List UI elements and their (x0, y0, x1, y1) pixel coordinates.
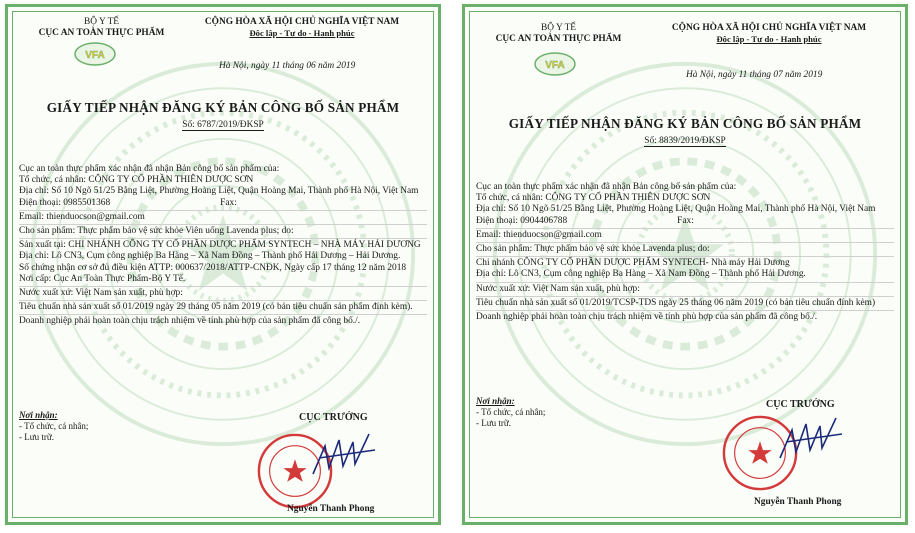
national-header (644, 23, 894, 45)
issuing-agency (476, 23, 641, 45)
recipient-item: - Lưu trữ. (19, 432, 54, 443)
product-line: Cho sản phẩm: Thực phẩm bảo vệ sức khỏe Lavenda plus; do: (476, 244, 710, 255)
intro-text: Cục an toàn thực phẩm xác nhận đã nhận Bản công bố sản phẩm của: (19, 164, 280, 174)
vfa-logo (534, 52, 576, 76)
recipient-item: - Tổ chức, cá nhân; (476, 407, 546, 418)
ministry-name: BỘ Y TẾ (540, 23, 577, 33)
agency-name: CỤC AN TOÀN THỰC PHẨM (38, 28, 165, 39)
phone-fax-line (19, 198, 427, 209)
signer-name: Nguyễn Thanh Phong (754, 497, 842, 507)
signature-mark (776, 412, 846, 466)
origin-line: Nước xuất xứ: Việt Nam sản xuất, phù hợp: (476, 283, 640, 294)
recipient-item: - Tổ chức, cá nhân; (19, 421, 89, 432)
document-number-text: Số: 6787/2019/ĐKSP (182, 120, 264, 130)
phone-fax-line (476, 216, 894, 227)
logo-text: VFA (545, 60, 565, 71)
organization-line: Tổ chức, cá nhân: CÔNG TY CỔ PHẦN THIÊN DƯỢC SƠN (476, 193, 711, 204)
fax-text: Fax: (677, 215, 694, 226)
vfa-logo (74, 42, 116, 66)
address-line: Địa chỉ: Số 10 Ngõ 51/25 Bằng Liệt, Phường Hoàng Liệt, Quận Hoàng Mai, Thành phố Hà Nội, Việt Nam (19, 186, 419, 197)
standard-line: Tiêu chuẩn nhà sản xuất số 01/2019 ngày 29 tháng 05 năm 2019 (có bản tiêu chuẩn sản phẩm đính kèm). (19, 302, 413, 313)
divider (19, 286, 427, 287)
signer-name: Nguyễn Thanh Phong (287, 504, 375, 514)
divider (476, 282, 894, 283)
director-title: CỤC TRƯỞNG (766, 399, 835, 410)
phone-text: Điện thoại: 0904406788 (476, 215, 568, 226)
document-title: GIẤY TIẾP NHẬN ĐĂNG KÝ BẢN CÔNG BỐ SẢN PHẨM (46, 100, 400, 115)
divider (476, 242, 894, 243)
document-number (19, 120, 427, 131)
manufacturer-address-line: Địa chỉ: Lô CN3, Cụm công nghiệp Ba Hàng – Xã Nam Đồng – Thành phố Hải Dương – Hải Dương. (19, 251, 401, 262)
fax-text: Fax: (220, 197, 237, 208)
intro-text: Cục an toàn thực phẩm xác nhận đã nhận Bản công bố sản phẩm của: (476, 182, 737, 192)
recipients-block (476, 396, 545, 430)
document-number-text: Số: 8839/2019/ĐKSP (644, 136, 726, 146)
email-line: Email: thienduocson@gmail.com (19, 211, 145, 222)
document-body (19, 164, 427, 328)
address-line: Địa chỉ: Số 10 Ngõ 51/25 Bằng Liệt, Phường Hoàng Liệt, Quận Hoàng Mai, Thành phố Hà Nội, Việt Nam (476, 204, 876, 215)
manufacturer-address-line: Địa chỉ: Lô CN3, Cụm công nghiệp Ba Hàng – Xã Nam Đồng – Thành phố Hải Dương. (476, 269, 806, 280)
responsibility-line: Doanh nghiệp phải hoàn toàn chịu trách nhiệm về tính phù hợp của sản phẩm đã công bố./. (19, 316, 361, 327)
phone-text: Điện thoại: 0985501368 (19, 197, 111, 208)
recipients-block (19, 410, 88, 444)
ministry-name: BỘ Y TẾ (83, 17, 120, 27)
divider (476, 310, 894, 311)
recipients-heading: Nơi nhận: (476, 396, 515, 406)
signature-mark (309, 428, 379, 482)
certificate-line: Số chứng nhận cơ sở đủ điều kiện ATTP: 000637/2018/ATTP-CNĐK, Ngày cấp 17 tháng 12 năm 2018 (19, 262, 407, 273)
product-line: Cho sản phẩm: Thực phẩm bảo vệ sức khỏe Viên uống Lavenda plus; do: (19, 226, 294, 237)
responsibility-line: Doanh nghiệp phải hoàn toàn chịu trách nhiệm về tính phù hợp của sản phẩm đã công bố./. (476, 312, 818, 323)
divider (19, 210, 427, 211)
republic-name: CỘNG HÒA XÃ HỘI CHỦ NGHĨA VIỆT NAM (204, 17, 400, 27)
national-header (177, 17, 427, 39)
supplier-line: Nơi cấp: Cục An Toàn Thực Phẩm-Bộ Y Tế. (19, 273, 186, 284)
document-number (476, 136, 894, 147)
logo-text: VFA (85, 50, 105, 61)
divider (476, 296, 894, 297)
document-title: GIẤY TIẾP NHẬN ĐĂNG KÝ BẢN CÔNG BỐ SẢN PHẨM (508, 116, 862, 131)
certificate-document-1 (3, 2, 443, 527)
agency-name: CỤC AN TOÀN THỰC PHẨM (495, 34, 622, 45)
director-title: CỤC TRƯỞNG (299, 412, 368, 423)
national-motto: Độc lập - Tự do - Hạnh phúc (249, 28, 355, 39)
document-body (476, 182, 894, 323)
divider (19, 224, 427, 225)
issue-date: Hà Nội, ngày 11 tháng 07 năm 2019 (686, 70, 823, 80)
origin-line: Nước xuất xứ: Việt Nam sản xuất, phù hợp: (19, 288, 183, 299)
issue-date: Hà Nội, ngày 11 tháng 06 năm 2019 (219, 61, 356, 71)
national-motto: Độc lập - Tự do - Hạnh phúc (716, 34, 822, 45)
manufacturer-line: Chi nhánh CÔNG TY CỔ PHẦN DƯỢC PHẨM SYNTECH- Nhà máy Hải Dương (476, 258, 790, 269)
divider (476, 228, 894, 229)
standard-line: Tiêu chuẩn nhà sản xuất số 01/2019/TCSP-TDS ngày 25 tháng 06 năm 2019 (có bản tiêu chuẩn đính kèm) (476, 297, 876, 308)
recipients-heading: Nơi nhận: (19, 410, 58, 420)
issuing-agency (19, 17, 184, 39)
recipient-item: - Lưu trữ. (476, 418, 511, 429)
email-line: Email: thienduocson@gmail.com (476, 229, 602, 240)
certificate-document-2 (460, 2, 910, 527)
republic-name: CỘNG HÒA XÃ HỘI CHỦ NGHĨA VIỆT NAM (671, 23, 867, 33)
manufacturer-line: Sản xuất tại: CHI NHÁNH CÔNG TY CỔ PHẦN DƯỢC PHẨM SYNTECH – NHÀ MÁY HẢI DƯƠNG (19, 240, 421, 251)
organization-line: Tổ chức, cá nhân: CÔNG TY CỔ PHẦN THIÊN DƯỢC SƠN (19, 175, 254, 186)
